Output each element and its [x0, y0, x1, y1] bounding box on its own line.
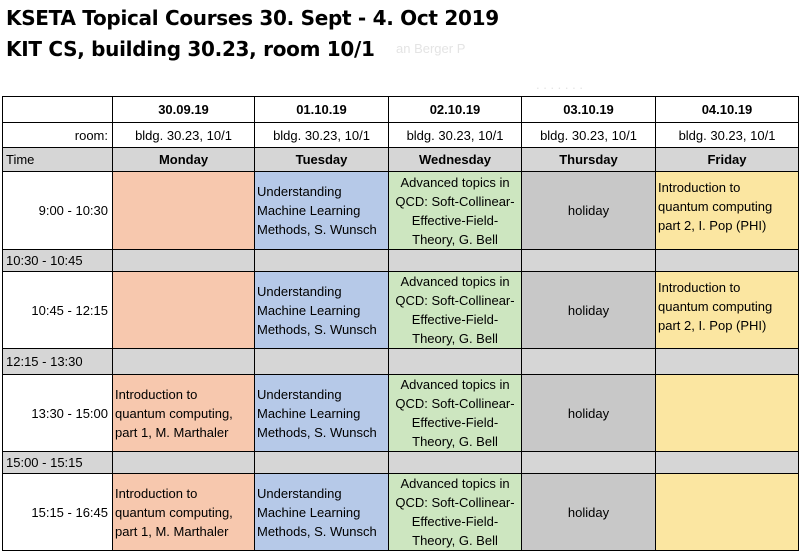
break-cell — [113, 250, 255, 272]
course-line: QCD: Soft-Collinear- — [395, 193, 515, 209]
break-cell — [389, 349, 522, 375]
faint-watermark-text: an Berger P — [396, 41, 466, 56]
date-cell: 01.10.19 — [255, 97, 389, 123]
holiday-cell — [522, 474, 656, 551]
course-line: Understanding — [257, 485, 342, 501]
course-line: quantum computing — [658, 299, 773, 314]
weekday-cell: Tuesday — [255, 148, 389, 172]
course-line: Machine Learning — [257, 203, 361, 218]
break-cell — [113, 452, 255, 474]
break-cell — [255, 250, 389, 272]
break-cell — [522, 250, 656, 272]
course-line: part 2, I. Pop (PHI) — [658, 218, 767, 233]
course-line: Methods, S. Wunsch — [257, 424, 377, 440]
room-cell: bldg. 30.23, 10/1 — [389, 123, 522, 148]
time-slot-label: 15:15 - 16:45 — [3, 474, 113, 551]
course-cell-monday-empty — [113, 272, 255, 349]
course-cell-friday-empty — [656, 375, 799, 452]
date-cell: 04.10.19 — [656, 97, 799, 123]
course-cell-friday-empty — [656, 474, 799, 551]
course-line: Methods, S. Wunsch — [257, 321, 377, 337]
weekday-cell: Wednesday — [389, 148, 522, 172]
course-line: Introduction to — [658, 280, 741, 295]
course-cell-monday — [113, 474, 255, 551]
course-line: Methods, S. Wunsch — [257, 222, 377, 237]
course-cell-tuesday — [255, 172, 389, 250]
course-cell-monday-empty — [113, 172, 255, 250]
holiday-label: holiday — [567, 504, 610, 520]
room-cell: bldg. 30.23, 10/1 — [113, 123, 255, 148]
break-cell — [389, 452, 522, 474]
course-line: Machine Learning — [257, 504, 361, 520]
room-label: room: — [3, 123, 113, 148]
course-line: part 2, I. Pop (PHI) — [658, 318, 767, 333]
course-line: Understanding — [257, 184, 342, 199]
weekday-cell: Thursday — [522, 148, 656, 172]
course-line: Introduction to — [115, 386, 198, 402]
holiday-label: holiday — [567, 302, 610, 318]
break-cell — [522, 452, 656, 474]
time-slot-label: 10:45 - 12:15 — [3, 272, 113, 349]
course-cell-tuesday — [255, 474, 389, 551]
break-time-label: 10:30 - 10:45 — [3, 250, 113, 272]
break-cell — [656, 452, 799, 474]
break-cell — [113, 349, 255, 375]
course-cell-friday — [656, 172, 799, 250]
course-line: Theory, G. Bell — [412, 434, 498, 449]
break-row — [3, 452, 799, 474]
course-line: quantum computing, — [115, 405, 233, 421]
weekday-cell: Friday — [656, 148, 799, 172]
course-line: Advanced topics in — [400, 174, 510, 190]
holiday-cell — [522, 375, 656, 452]
room-cell: bldg. 30.23, 10/1 — [522, 123, 656, 148]
course-cell-friday — [656, 272, 799, 349]
faint-watermark-text-2: . . . . . . . — [536, 77, 583, 92]
course-line: QCD: Soft-Collinear- — [395, 495, 515, 510]
date-cell: 30.09.19 — [113, 97, 255, 123]
break-row — [3, 349, 799, 375]
break-time-label: 12:15 - 13:30 — [3, 349, 113, 375]
course-line: Effective-Field- — [411, 312, 499, 327]
course-line: Effective-Field- — [411, 514, 499, 529]
course-cell-wednesday — [389, 272, 522, 349]
course-line: part 1, M. Marthaler — [115, 424, 229, 440]
break-cell — [255, 452, 389, 474]
course-line: Effective-Field- — [411, 212, 499, 228]
holiday-cell — [522, 172, 656, 250]
holiday-label: holiday — [567, 405, 610, 421]
course-line: Introduction to — [658, 180, 741, 195]
course-line: Introduction to — [115, 485, 198, 501]
room-cell: bldg. 30.23, 10/1 — [255, 123, 389, 148]
course-line: Machine Learning — [257, 405, 361, 421]
course-line: Theory, G. Bell — [412, 331, 498, 346]
time-slot-row — [3, 375, 799, 452]
course-cell-wednesday — [389, 474, 522, 551]
break-time-label: 15:00 - 15:15 — [3, 452, 113, 474]
course-cell-tuesday — [255, 375, 389, 452]
course-cell-tuesday — [255, 272, 389, 349]
corner-cell — [3, 97, 113, 123]
course-cell-wednesday — [389, 375, 522, 452]
break-cell — [389, 250, 522, 272]
break-cell — [255, 349, 389, 375]
course-cell-wednesday — [389, 172, 522, 250]
holiday-label: holiday — [567, 203, 610, 218]
course-line: Effective-Field- — [411, 415, 499, 430]
course-line: Methods, S. Wunsch — [257, 523, 377, 539]
date-cell: 02.10.19 — [389, 97, 522, 123]
course-cell-monday — [113, 375, 255, 452]
weekday-cell: Monday — [113, 148, 255, 172]
schedule-table — [2, 96, 799, 551]
date-cell: 03.10.19 — [522, 97, 656, 123]
weekday-row — [3, 148, 799, 172]
time-slot-row — [3, 474, 799, 551]
course-line: quantum computing, — [115, 504, 233, 520]
date-row — [3, 97, 799, 123]
break-row — [3, 250, 799, 272]
course-line: Advanced topics in — [400, 377, 510, 392]
course-line: Advanced topics in — [400, 274, 510, 289]
page-subtitle: KIT CS, building 30.23, room 10/1 — [6, 37, 375, 61]
time-header: Time — [3, 148, 113, 172]
course-line: QCD: Soft-Collinear- — [395, 293, 515, 308]
course-line: Theory, G. Bell — [412, 533, 498, 548]
course-line: Machine Learning — [257, 302, 361, 318]
room-row — [3, 123, 799, 148]
course-line: QCD: Soft-Collinear- — [395, 396, 515, 411]
course-line: Understanding — [257, 283, 342, 299]
page-title: KSETA Topical Courses 30. Sept - 4. Oct 2019 — [6, 6, 499, 30]
course-line: Theory, G. Bell — [412, 231, 498, 247]
time-slot-row — [3, 272, 799, 349]
time-slot-label: 9:00 - 10:30 — [3, 172, 113, 250]
time-slot-label: 13:30 - 15:00 — [3, 375, 113, 452]
break-cell — [656, 250, 799, 272]
time-slot-row — [3, 172, 799, 250]
course-line: quantum computing — [658, 199, 773, 214]
holiday-cell — [522, 272, 656, 349]
break-cell — [656, 349, 799, 375]
break-cell — [522, 349, 656, 375]
course-line: Understanding — [257, 386, 342, 402]
course-line: Advanced topics in — [400, 476, 510, 491]
room-cell: bldg. 30.23, 10/1 — [656, 123, 799, 148]
course-line: part 1, M. Marthaler — [115, 523, 229, 539]
